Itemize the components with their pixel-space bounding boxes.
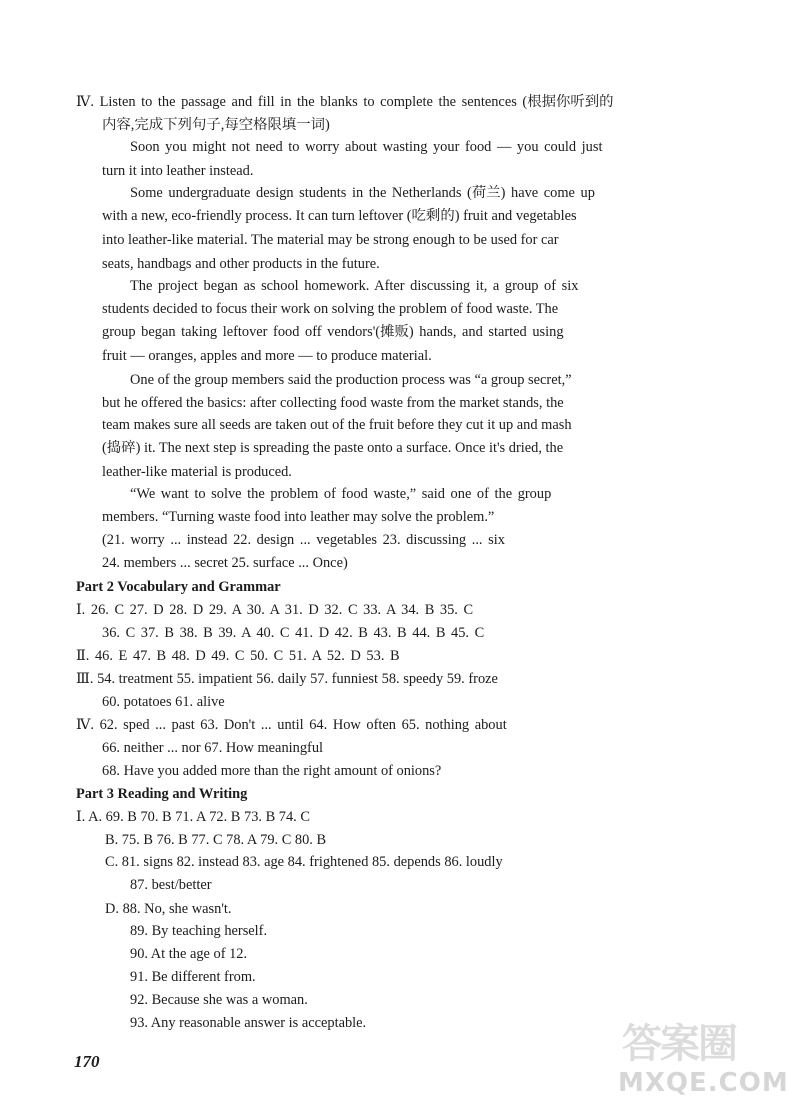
passage-line: “We want to solve the problem of food waste,” said one of the group: [130, 486, 552, 502]
passage-line: seats, handbags and other products in the future.: [102, 256, 380, 272]
passage-line: with a new, eco-friendly process. It can turn leftover (吃剩的) fruit and vegetables: [102, 208, 577, 224]
q4-title-line-1: Ⅳ. Listen to the passage and fill in the blanks to complete the sentences (根据你听到的: [76, 94, 614, 110]
answer-line: 36. C 37. B 38. B 39. A 40. C 41. D 42. B 43. B 44. B 45. C: [102, 625, 485, 641]
answer-line: 68. Have you added more than the right amount of onions?: [102, 763, 442, 779]
watermark-logo: [618, 1012, 789, 1102]
passage-line: group began taking leftover food off vendors'(摊贩) hands, and started using: [102, 324, 564, 340]
q4-title-line-2: 内容,完成下列句子,每空格限填一词): [102, 117, 330, 133]
passage-line: fruit — oranges, apples and more — to produce material.: [102, 348, 432, 364]
answer-line: (21. worry ... instead 22. design ... vegetables 23. discussing ... six: [102, 532, 505, 548]
passage-line: Soon you might not need to worry about wasting your food — you could just: [130, 139, 603, 155]
page-number: 170: [74, 1052, 100, 1071]
answer-line: Ⅲ. 54. treatment 55. impatient 56. daily 57. funniest 58. speedy 59. froze: [76, 671, 498, 687]
answer-line: Ⅰ. A. 69. B 70. B 71. A 72. B 73. B 74. C: [76, 809, 310, 825]
answer-line: D. 88. No, she wasn't.: [105, 901, 232, 917]
answer-line: 89. By teaching herself.: [130, 923, 268, 939]
watermark-text: 答案圈: [622, 1021, 736, 1067]
part-heading: Part 2 Vocabulary and Grammar: [76, 579, 281, 595]
answer-line: 92. Because she was a woman.: [130, 992, 308, 1008]
answer-line: 66. neither ... nor 67. How meaningful: [102, 740, 324, 756]
passage-line: but he offered the basics: after collecting food waste from the market stands, the: [102, 395, 564, 411]
passage-line: Some undergraduate design students in the Netherlands (荷兰) have come up: [130, 185, 595, 201]
answer-line: 60. potatoes 61. alive: [102, 694, 225, 710]
part-heading: Part 3 Reading and Writing: [76, 786, 248, 802]
answer-line: 24. members ... secret 25. surface ... Once): [102, 555, 348, 571]
answer-line: Ⅳ. 62. sped ... past 63. Don't ... until 64. How often 65. nothing about: [76, 717, 507, 733]
answer-line: Ⅰ. 26. C 27. D 28. D 29. A 30. A 31. D 32. C 33. A 34. B 35. C: [76, 602, 474, 618]
passage-line: members. “Turning waste food into leather may solve the problem.”: [102, 509, 495, 525]
passage-line: (捣碎) it. The next step is spreading the paste onto a surface. Once it's dried, the: [102, 440, 564, 456]
passage-line: One of the group members said the production process was “a group secret,”: [130, 372, 572, 388]
answer-line: C. 81. signs 82. instead 83. age 84. frightened 85. depends 86. loudly: [105, 854, 503, 870]
passage-line: students decided to focus their work on solving the problem of food waste. The: [102, 301, 559, 317]
passage-line: leather-like material is produced.: [102, 464, 292, 480]
answer-line: 90. At the age of 12.: [130, 946, 248, 962]
passage-line: turn it into leather instead.: [102, 163, 254, 179]
passage-line: The project began as school homework. After discussing it, a group of six: [130, 278, 579, 294]
answer-line: 91. Be different from.: [130, 969, 256, 985]
answer-line: 87. best/better: [130, 877, 212, 893]
answer-line: 93. Any reasonable answer is acceptable.: [130, 1015, 367, 1031]
answer-line: Ⅱ. 46. E 47. B 48. D 49. C 50. C 51. A 52. D 53. B: [76, 648, 400, 664]
passage-line: into leather-like material. The material may be strong enough to be used for car: [102, 232, 559, 248]
passage-line: team makes sure all seeds are taken out of the fruit before they cut it up and mash: [102, 417, 572, 433]
answer-line: B. 75. B 76. B 77. C 78. A 79. C 80. B: [105, 832, 327, 848]
watermark-url: MXQE.COM: [618, 1068, 789, 1098]
